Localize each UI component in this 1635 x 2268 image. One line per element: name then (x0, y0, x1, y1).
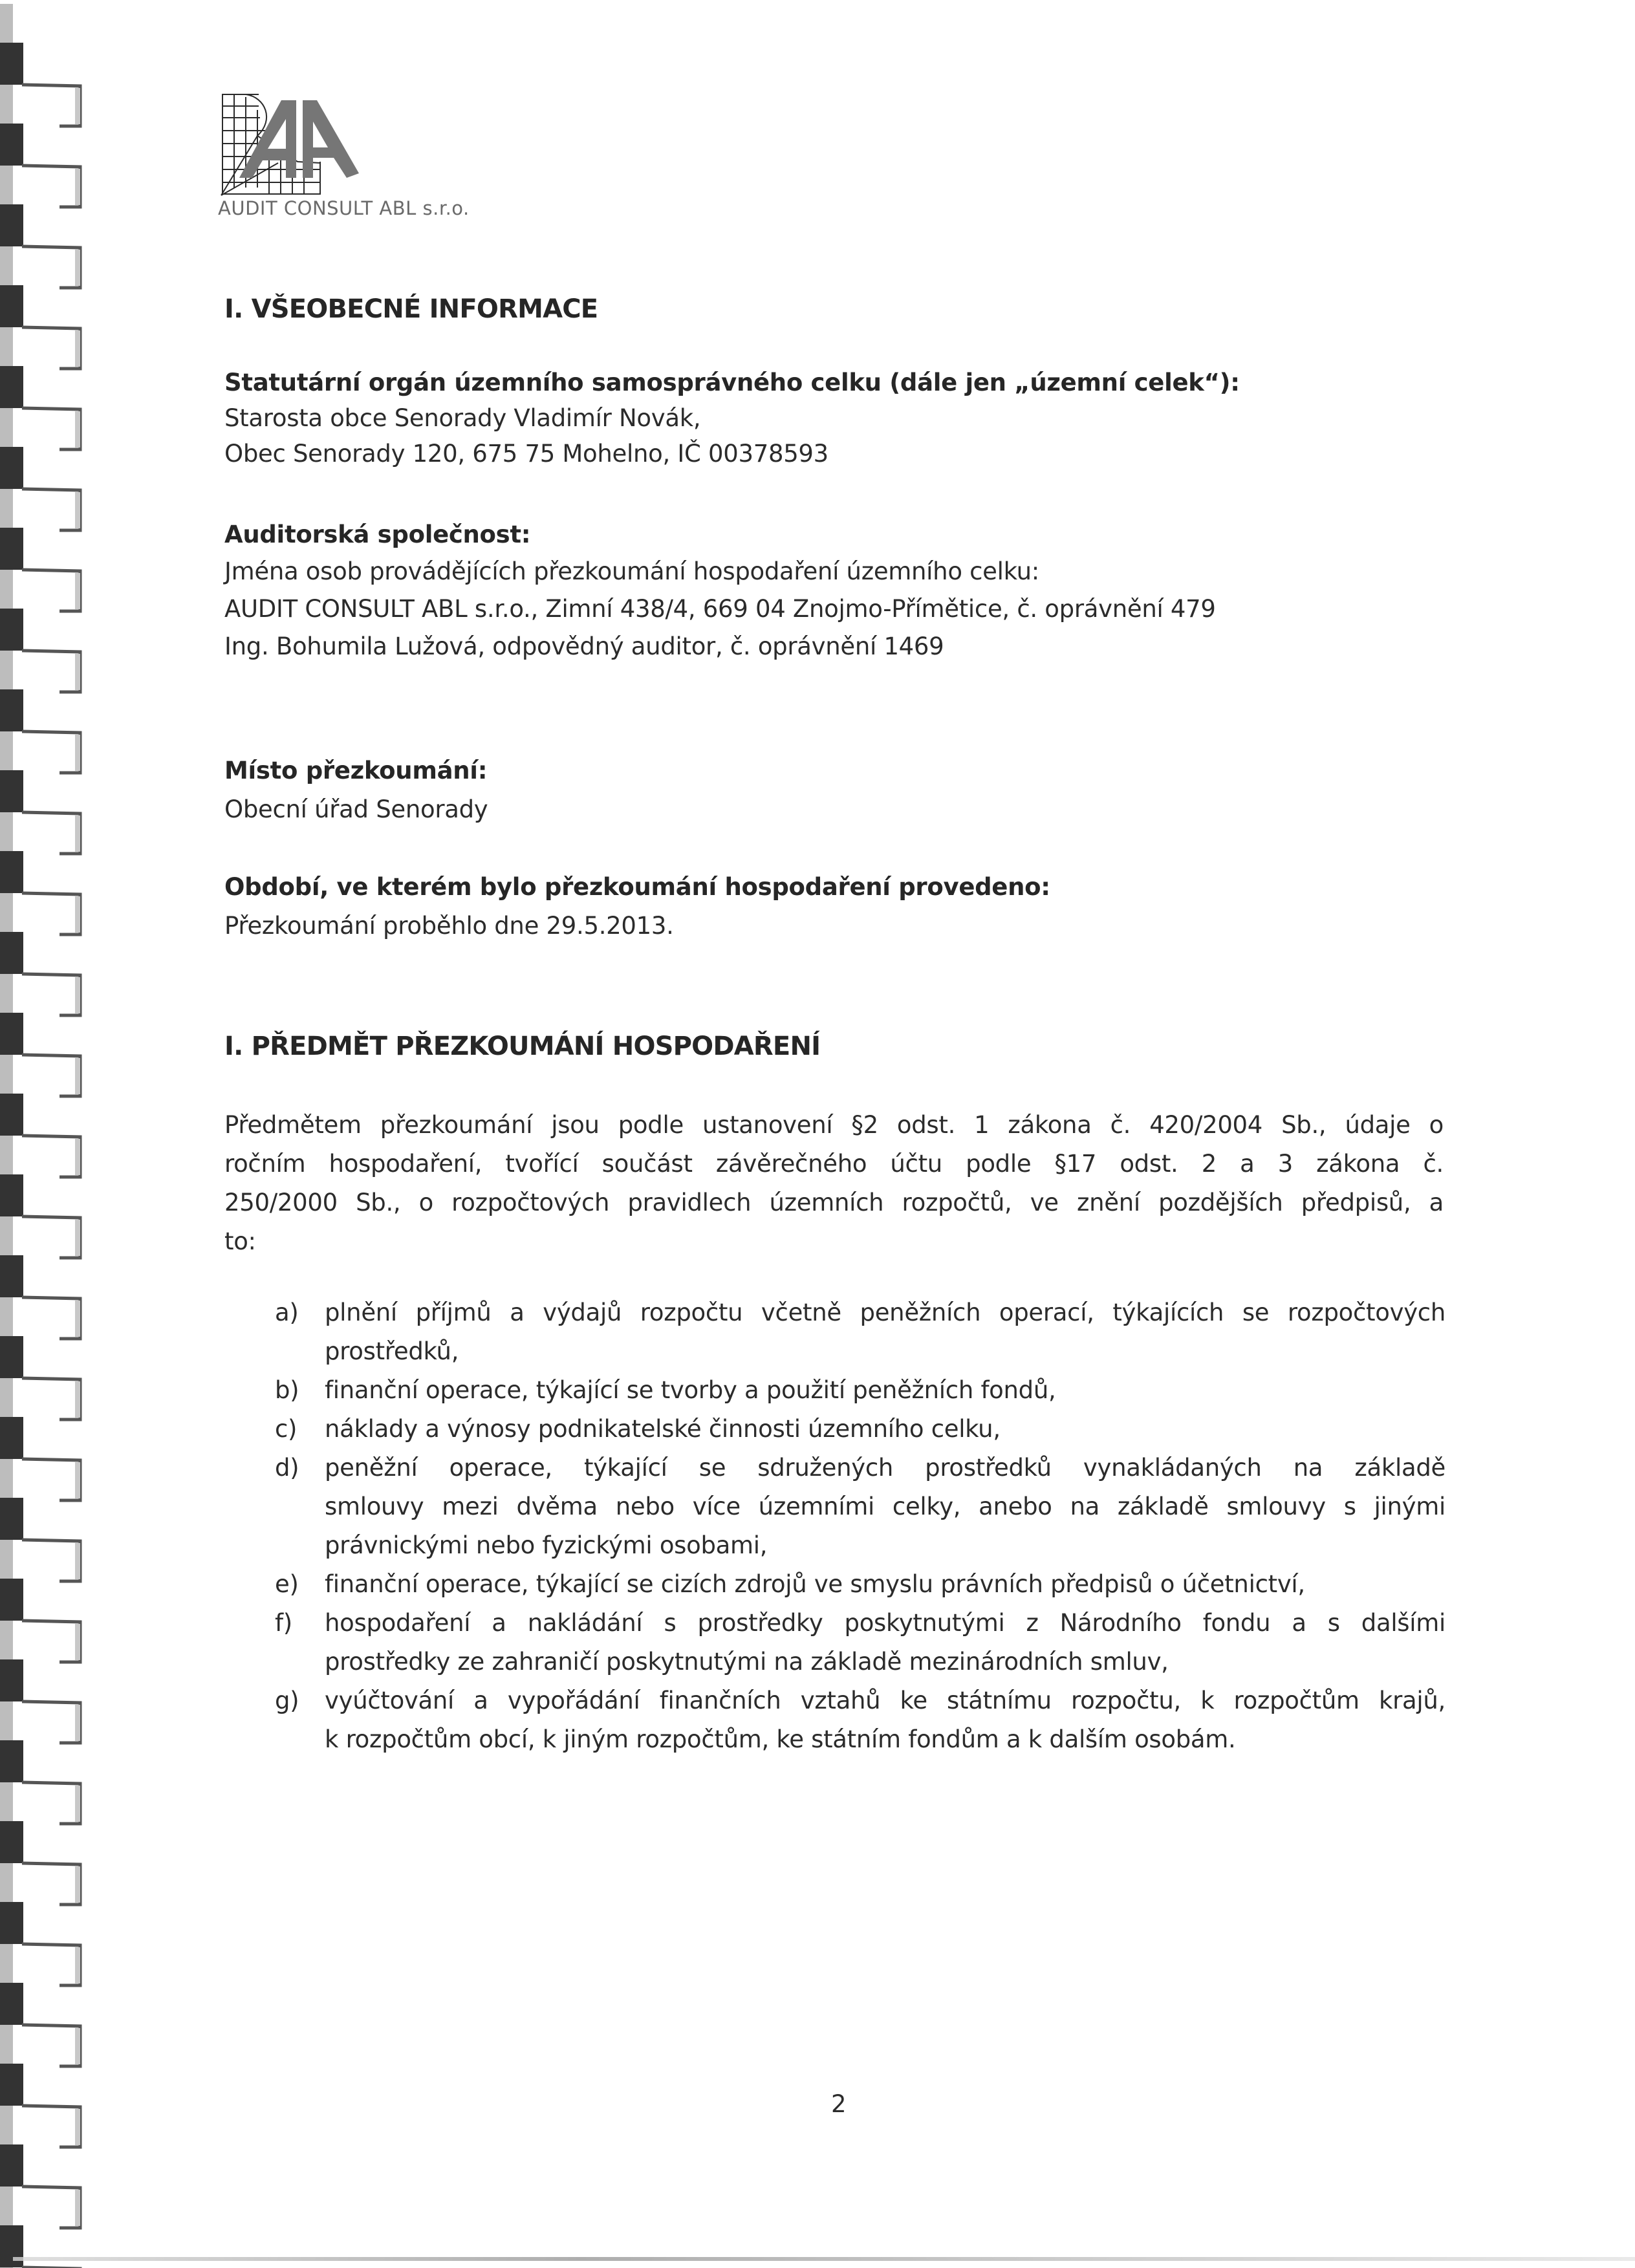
audit-consult-logo-icon (220, 91, 369, 200)
list-item-label: c) (275, 1415, 298, 1443)
list-item (275, 1565, 1446, 1604)
list-item (275, 1410, 1446, 1449)
review-period-label: Období, ve kterém bylo přezkoumání hospodaření provedeno: (224, 873, 1050, 901)
section-heading-general-info: I. VŠEOBECNÉ INFORMACE (224, 294, 598, 324)
list-item-line: hospodaření a nakládání s prostředky poskytnutými z Národního fondu a s dalšími (325, 1609, 1446, 1637)
list-item-line: smlouvy mezi dvěma nebo více územními celky, anebo na základě smlouvy s jinými (325, 1493, 1446, 1520)
list-item (275, 1371, 1446, 1410)
auditor-company-line: Jména osob provádějících přezkoumání hospodaření územního celku: (224, 557, 1039, 585)
subject-intro-paragraph (224, 1106, 1444, 1261)
list-item (275, 1293, 1446, 1371)
paragraph-line: ročním hospodaření, tvořící součást závěrečného účtu podle §17 odst. 2 a 3 zákona č. (224, 1150, 1444, 1178)
statutory-body-line: Obec Senorady 120, 675 75 Mohelno, IČ 00378593 (224, 440, 828, 468)
spiral-binding (0, 0, 84, 2268)
auditor-company-label: Auditorská společnost: (224, 521, 531, 548)
list-item-line: prostředků, (325, 1337, 459, 1365)
list-item-line: vyúčtování a vypořádání finančních vztahů ke státnímu rozpočtu, k rozpočtům krajů, (325, 1687, 1446, 1714)
paragraph-line: Předmětem přezkoumání jsou podle ustanovení §2 odst. 1 zákona č. 420/2004 Sb., údaje o (224, 1111, 1444, 1139)
scan-edge-shadow (13, 2257, 1635, 2261)
list-item-line: peněžní operace, týkající se sdružených prostředků vynakládaných na základě (325, 1454, 1446, 1482)
review-place-value: Obecní úřad Senorady (224, 795, 488, 823)
list-item-label: d) (275, 1454, 299, 1482)
review-place-label: Místo přezkoumání: (224, 757, 488, 784)
section-heading-subject: I. PŘEDMĚT PŘEZKOUMÁNÍ HOSPODAŘENÍ (224, 1031, 821, 1061)
paragraph-line: 250/2000 Sb., o rozpočtových pravidlech územních rozpočtů, ve znění pozdějších předpisů, a (224, 1189, 1444, 1216)
list-item-label: e) (275, 1570, 299, 1598)
review-period-value: Přezkoumání proběhlo dne 29.5.2013. (224, 912, 674, 940)
company-logo (220, 91, 369, 200)
auditor-company-line: AUDIT CONSULT ABL s.r.o., Zimní 438/4, 669 04 Znojmo-Přímětice, č. oprávnění 479 (224, 595, 1216, 623)
list-item-line: finanční operace, týkající se tvorby a použití peněžních fondů, (325, 1376, 1056, 1404)
statutory-body-line: Starosta obce Senorady Vladimír Novák, (224, 404, 701, 432)
list-item-label: f) (275, 1609, 292, 1637)
list-item-line: právnickými nebo fyzickými osobami, (325, 1531, 768, 1559)
spiral-binding-graphic (0, 0, 84, 2268)
list-item-line: plnění příjmů a výdajů rozpočtu včetně peněžních operací, týkajících se rozpočtových (325, 1299, 1446, 1326)
auditor-company-line: Ing. Bohumila Lužová, odpovědný auditor, č. oprávnění 1469 (224, 632, 944, 660)
list-item-line: finanční operace, týkající se cizích zdrojů ve smyslu právních předpisů o účetnictví, (325, 1570, 1305, 1598)
list-item-line: prostředky ze zahraničí poskytnutými na základě mezinárodních smluv, (325, 1648, 1169, 1676)
list-item-line: k rozpočtům obcí, k jiným rozpočtům, ke státním fondům a k dalším osobám. (325, 1725, 1236, 1753)
list-item (275, 1449, 1446, 1565)
list-item-label: g) (275, 1687, 299, 1714)
list-item-label: b) (275, 1376, 299, 1404)
list-item-label: a) (275, 1299, 299, 1326)
company-logo-text: AUDIT CONSULT ABL s.r.o. (218, 197, 470, 219)
paragraph-line: to: (224, 1227, 256, 1255)
list-item (275, 1681, 1446, 1759)
list-item (275, 1604, 1446, 1681)
page-number: 2 (831, 2090, 847, 2118)
statutory-body-label: Statutární orgán územního samosprávného celku (dále jen „územní celek“): (224, 369, 1240, 396)
list-item-line: náklady a výnosy podnikatelské činnosti územního celku, (325, 1415, 1001, 1443)
subject-list (275, 1293, 1446, 1759)
